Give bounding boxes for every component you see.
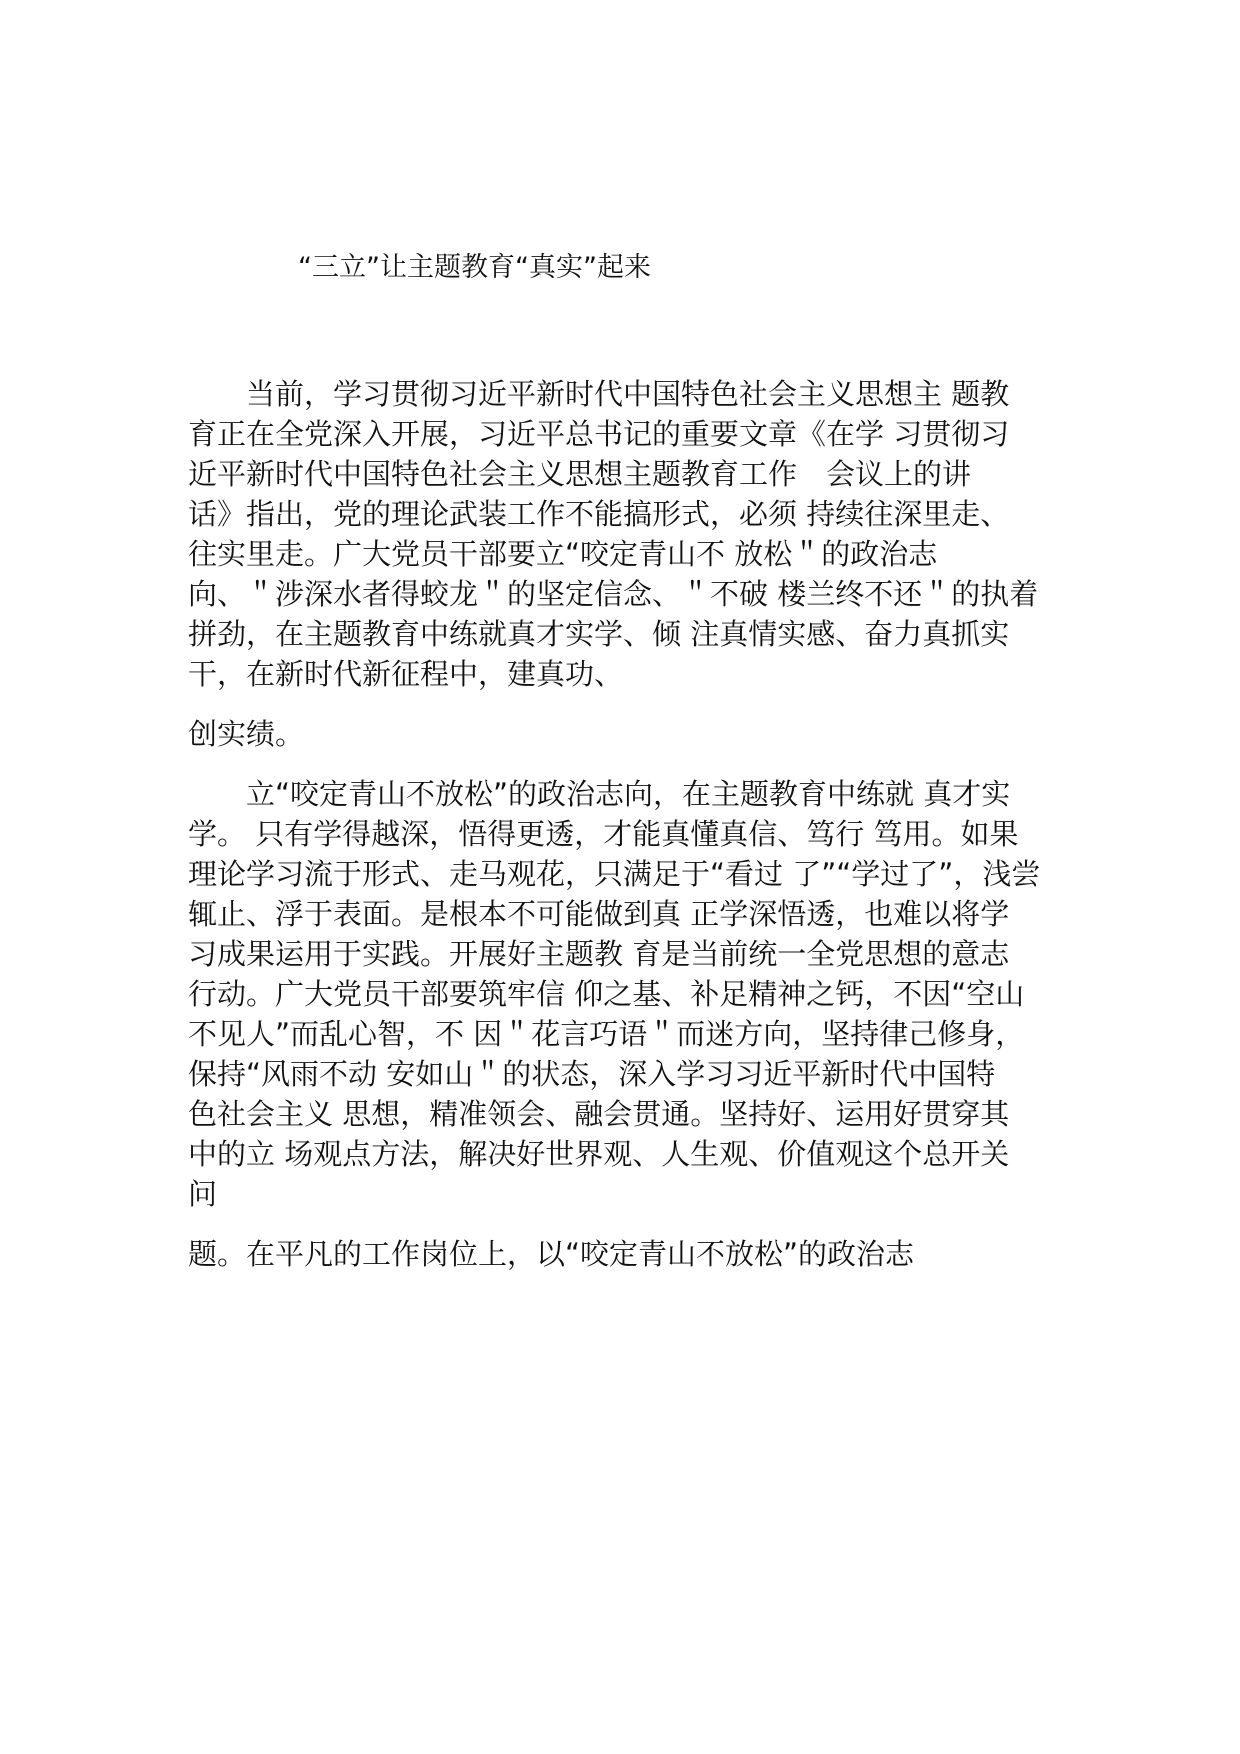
paragraph-line: 创实绩。 [188, 717, 305, 751]
paragraph-line: 立“咬定青山不放松”的政治志向，在主题教育中练就 真才实 [188, 777, 1011, 811]
paragraph-line: 行动。广大党员干部要筑牢信 仰之基、补足精神之钙，不因“空山 [188, 977, 1025, 1011]
document-title: “三立”让主题教育“真实”起来 [298, 252, 651, 283]
paragraph-line: 当前，学习贯彻习近平新时代中国特色社会主义思想主 题教 [188, 377, 1010, 411]
paragraph-line: 干，在新时代新征程中，建真功、 [188, 657, 624, 691]
paragraph-line: 保持“风雨不动 安如山＂的状态，深入学习习近平新时代中国特 [188, 1057, 996, 1091]
paragraph-line: 不见人”而乱心智，不 因＂花言巧语＂而迷方向，坚持律己修身， [188, 1017, 1025, 1051]
paragraph-line: 习成果运用于实践。开展好主题教 育是当前统一全党思想的意志 [188, 937, 1010, 971]
paragraph-line: 往实里走。广大党员干部要立“咬定青山不 放松＂的政治志 [188, 537, 938, 571]
paragraph-line: 向、＂涉深水者得蛟龙＂的坚定信念、＂不破 楼兰终不还＂的执着 [188, 577, 1039, 611]
paragraph-line: 中的立 场观点方法，解决好世界观、人生观、价值观这个总开关 [188, 1137, 1010, 1171]
paragraph-line: 问 [188, 1177, 218, 1211]
paragraph-line: 话》指出，党的理论武装工作不能搞形式，必须 持续往深里走、 [188, 497, 1010, 531]
paragraph-line: 拼劲，在主题教育中练就真才实学、倾 注真情实感、奋力真抓实 [188, 617, 1010, 651]
paragraph-line: 学。 只有学得越深，悟得更透，才能真懂真信、笃行 笃用。如果 [188, 817, 1019, 851]
paragraph-line: 理论学习流于形式、走马观花，只满足于“看过 了”“学过了”，浅尝 [188, 857, 1041, 891]
paragraph-line: 育正在全党深入开展，习近平总书记的重要文章《在学 习贯彻习 [188, 417, 1010, 451]
paragraph-line: 近平新时代中国特色社会主义思想主题教育工作 会议上的讲 [188, 457, 972, 491]
paragraph-line: 色社会主义 思想，精准领会、融会贯通。坚持好、运用好贯穿其 [188, 1097, 1010, 1131]
paragraph-line: 辄止、浮于表面。是根本不可能做到真 正学深悟透，也难以将学 [188, 897, 1010, 931]
paragraph-line: 题。在平凡的工作岗位上，以“咬定青山不放松”的政治志 [188, 1237, 915, 1271]
